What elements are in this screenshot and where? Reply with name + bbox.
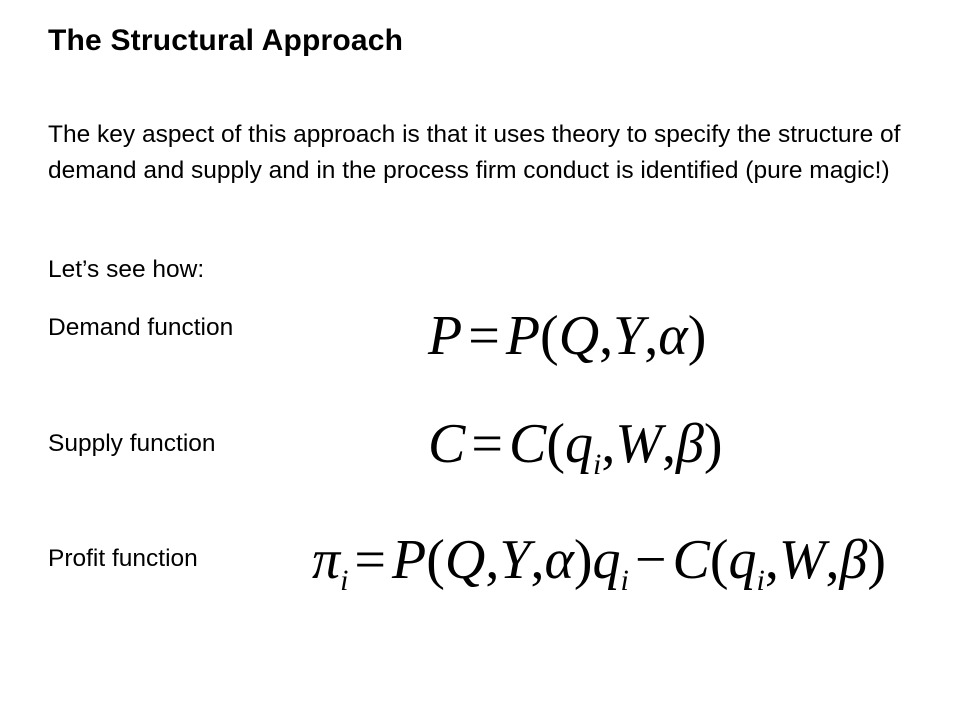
slide-title: The Structural Approach: [48, 24, 404, 57]
demand-function-label: Demand function: [48, 314, 234, 341]
supply-equation: [428, 413, 723, 481]
eq-paren: (: [426, 529, 445, 591]
eq-paren: ): [867, 529, 887, 591]
eq-comma: ,: [601, 413, 616, 475]
eq-symbol: q: [728, 529, 757, 591]
eq-subscript: i: [620, 564, 629, 597]
profit-equation: [312, 529, 887, 597]
eq-comma: ,: [530, 529, 545, 591]
eq-symbol: Q: [444, 529, 486, 591]
eq-operator: =: [354, 529, 386, 591]
eq-symbol: P: [428, 305, 463, 367]
intro-paragraph: The key aspect of this approach is that it uses theory to specify the structure of demand and supply and in the process firm conduct is identified (pure magic!): [48, 121, 901, 184]
eq-paren: (: [540, 305, 559, 367]
lead-in-text: Let’s see how:: [48, 256, 205, 283]
eq-operator: =: [471, 413, 503, 475]
eq-comma: ,: [764, 529, 779, 591]
profit-function-label: Profit function: [48, 545, 198, 572]
eq-paren: ): [703, 413, 723, 475]
eq-symbol: W: [615, 413, 662, 475]
eq-paren: ): [573, 529, 593, 591]
eq-symbol: P: [505, 305, 541, 367]
eq-comma: ,: [661, 413, 676, 475]
eq-symbol: β: [675, 413, 704, 475]
eq-paren: ): [687, 305, 707, 367]
eq-paren: (: [546, 413, 565, 475]
eq-operator: −: [634, 529, 667, 591]
eq-operator: =: [468, 305, 500, 367]
eq-symbol: α: [658, 305, 688, 367]
demand-equation: [428, 305, 707, 367]
eq-symbol: C: [672, 529, 710, 591]
eq-symbol: q: [564, 413, 593, 475]
eq-subscript: i: [756, 564, 765, 597]
eq-subscript: i: [340, 564, 349, 597]
eq-paren: (: [709, 529, 729, 591]
eq-symbol: Y: [499, 529, 531, 591]
eq-comma: ,: [825, 529, 840, 591]
eq-symbol: Q: [558, 305, 600, 367]
eq-symbol: β: [839, 529, 868, 591]
eq-comma: ,: [644, 305, 659, 367]
eq-symbol: π: [312, 529, 341, 591]
eq-comma: ,: [485, 529, 500, 591]
eq-symbol: α: [544, 529, 574, 591]
eq-subscript: i: [592, 448, 602, 481]
eq-comma: ,: [599, 305, 614, 367]
eq-symbol: q: [592, 529, 621, 591]
eq-symbol: Y: [613, 305, 645, 367]
eq-symbol: C: [428, 413, 466, 475]
eq-symbol: P: [392, 529, 427, 591]
eq-symbol: W: [778, 529, 826, 591]
supply-function-label: Supply function: [48, 430, 216, 457]
eq-symbol: C: [508, 413, 547, 475]
